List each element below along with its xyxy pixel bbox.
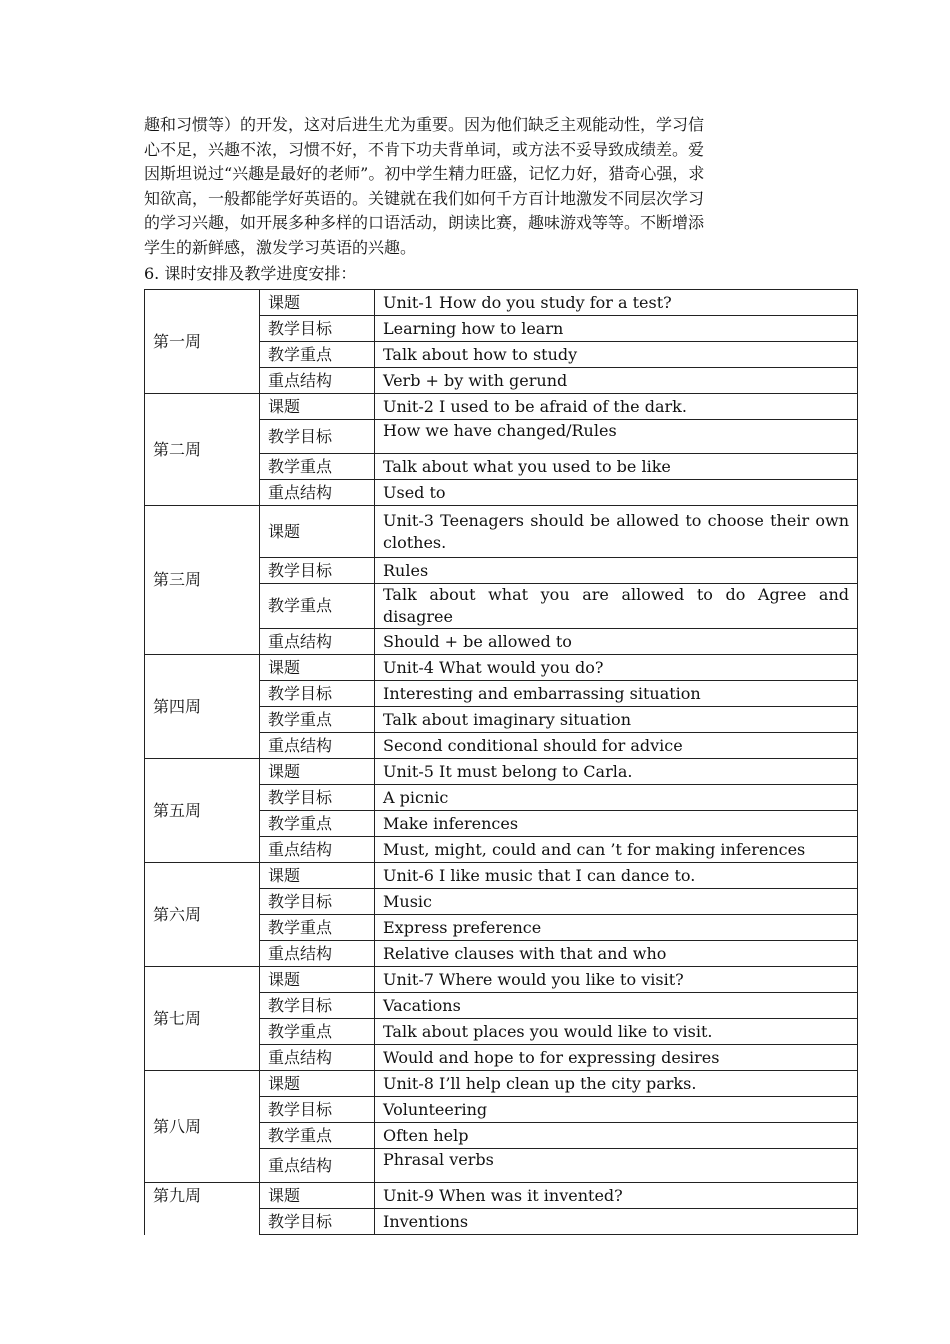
focus-cell: Express preference <box>375 915 858 941</box>
table-row <box>145 967 858 993</box>
topic-cell: Unit-8 I’ll help clean up the city parks. <box>375 1071 858 1097</box>
goal-cell: Vacations <box>375 993 858 1019</box>
row-label-focus: 教学重点 <box>260 584 375 629</box>
intro-line: 的学习兴趣，如开展多种多样的口语活动，朗读比赛，趣味游戏等等。不断增添 <box>144 213 705 232</box>
row-label-topic: 课题 <box>260 1071 375 1097</box>
table-row <box>145 759 858 785</box>
topic-cell: Unit-9 When was it invented? <box>375 1183 858 1209</box>
goal-cell: Volunteering <box>375 1097 858 1123</box>
week-label: 第九周 <box>145 1183 260 1235</box>
table-row <box>145 1071 858 1097</box>
section-heading: 6. 课时安排及教学进度安排： <box>144 264 357 283</box>
week-label: 第六周 <box>145 863 260 967</box>
row-label-topic: 课题 <box>260 506 375 558</box>
row-label-topic: 课题 <box>260 967 375 993</box>
row-label-goal: 教学目标 <box>260 785 375 811</box>
goal-cell: A picnic <box>375 785 858 811</box>
focus-cell: Often help <box>375 1123 858 1149</box>
row-label-goal: 教学目标 <box>260 558 375 584</box>
focus-cell: Talk about imaginary situation <box>375 707 858 733</box>
week-label: 第七周 <box>145 967 260 1071</box>
row-label-focus: 教学重点 <box>260 707 375 733</box>
row-label-structure: 重点结构 <box>260 368 375 394</box>
structure-cell: Phrasal verbs <box>375 1149 858 1183</box>
structure-cell: Second conditional should for advice <box>375 733 858 759</box>
goal-cell: Music <box>375 889 858 915</box>
row-label-structure: 重点结构 <box>260 837 375 863</box>
row-label-focus: 教学重点 <box>260 915 375 941</box>
table-row <box>145 1183 858 1209</box>
row-label-goal: 教学目标 <box>260 420 375 454</box>
structure-cell: Should + be allowed to <box>375 629 858 655</box>
goal-cell: How we have changed/Rules <box>375 420 858 454</box>
table-row <box>145 394 858 420</box>
row-label-goal: 教学目标 <box>260 993 375 1019</box>
structure-cell: Verb + by with gerund <box>375 368 858 394</box>
focus-cell: Talk about places you would like to visit. <box>375 1019 858 1045</box>
row-label-goal: 教学目标 <box>260 316 375 342</box>
structure-cell: Would and hope to for expressing desires <box>375 1045 858 1071</box>
week-label: 第四周 <box>145 655 260 759</box>
schedule-table <box>144 289 858 1235</box>
row-label-focus: 教学重点 <box>260 454 375 480</box>
focus-cell: Talk about what you are allowed to do Agree and disagree <box>375 584 858 629</box>
structure-cell: Must, might, could and can ’t for making inferences <box>375 837 858 863</box>
row-label-focus: 教学重点 <box>260 1019 375 1045</box>
intro-line: 心不足，兴趣不浓，习惯不好，不肯下功夫背单词，或方法不妥导致成绩差。爱 <box>144 139 705 159</box>
structure-cell: Used to <box>375 480 858 506</box>
goal-cell: Rules <box>375 558 858 584</box>
row-label-topic: 课题 <box>260 290 375 316</box>
row-label-focus: 教学重点 <box>260 811 375 837</box>
table-row <box>145 655 858 681</box>
intro-line: 趣和习惯等）的开发，这对后进生尤为重要。因为他们缺乏主观能动性，学习信 <box>144 115 705 134</box>
intro-paragraph <box>144 113 808 260</box>
row-label-structure: 重点结构 <box>260 1045 375 1071</box>
topic-cell: Unit-5 It must belong to Carla. <box>375 759 858 785</box>
goal-cell: Learning how to learn <box>375 316 858 342</box>
row-label-goal: 教学目标 <box>260 889 375 915</box>
row-label-topic: 课题 <box>260 759 375 785</box>
topic-cell: Unit-2 I used to be afraid of the dark. <box>375 394 858 420</box>
row-label-structure: 重点结构 <box>260 1149 375 1183</box>
row-label-focus: 教学重点 <box>260 1123 375 1149</box>
row-label-structure: 重点结构 <box>260 941 375 967</box>
topic-cell: Unit-7 Where would you like to visit? <box>375 967 858 993</box>
focus-cell: Make inferences <box>375 811 858 837</box>
focus-cell: Talk about how to study <box>375 342 858 368</box>
week-label: 第三周 <box>145 506 260 655</box>
row-label-focus: 教学重点 <box>260 342 375 368</box>
row-label-structure: 重点结构 <box>260 629 375 655</box>
topic-cell: Unit-3 Teenagers should be allowed to choose their own clothes. <box>375 506 858 558</box>
goal-cell: Interesting and embarrassing situation <box>375 681 858 707</box>
goal-cell: Inventions <box>375 1209 858 1235</box>
week-label: 第五周 <box>145 759 260 863</box>
row-label-goal: 教学目标 <box>260 1097 375 1123</box>
topic-cell: Unit-4 What would you do? <box>375 655 858 681</box>
row-label-goal: 教学目标 <box>260 681 375 707</box>
week-label: 第二周 <box>145 394 260 506</box>
table-row <box>145 506 858 558</box>
row-label-structure: 重点结构 <box>260 480 375 506</box>
row-label-topic: 课题 <box>260 394 375 420</box>
row-label-goal: 教学目标 <box>260 1209 375 1235</box>
topic-cell: Unit-1 How do you study for a test? <box>375 290 858 316</box>
row-label-topic: 课题 <box>260 863 375 889</box>
focus-cell: Talk about what you used to be like <box>375 454 858 480</box>
structure-cell: Relative clauses with that and who <box>375 941 858 967</box>
intro-line: 因斯坦说过“兴趣是最好的老师”。初中学生精力旺盛，记忆力好，猎奇心强，求 <box>144 164 705 183</box>
intro-line: 知欲高，一般都能学好英语的。关键就在我们如何千方百计地激发不同层次学习 <box>144 188 705 208</box>
week-label: 第八周 <box>145 1071 260 1183</box>
row-label-topic: 课题 <box>260 655 375 681</box>
topic-cell: Unit-6 I like music that I can dance to. <box>375 863 858 889</box>
table-row <box>145 290 858 316</box>
week-label: 第一周 <box>145 290 260 394</box>
intro-line: 学生的新鲜感，激发学习英语的兴趣。 <box>144 237 417 257</box>
row-label-structure: 重点结构 <box>260 733 375 759</box>
row-label-topic: 课题 <box>260 1183 375 1209</box>
table-row <box>145 863 858 889</box>
